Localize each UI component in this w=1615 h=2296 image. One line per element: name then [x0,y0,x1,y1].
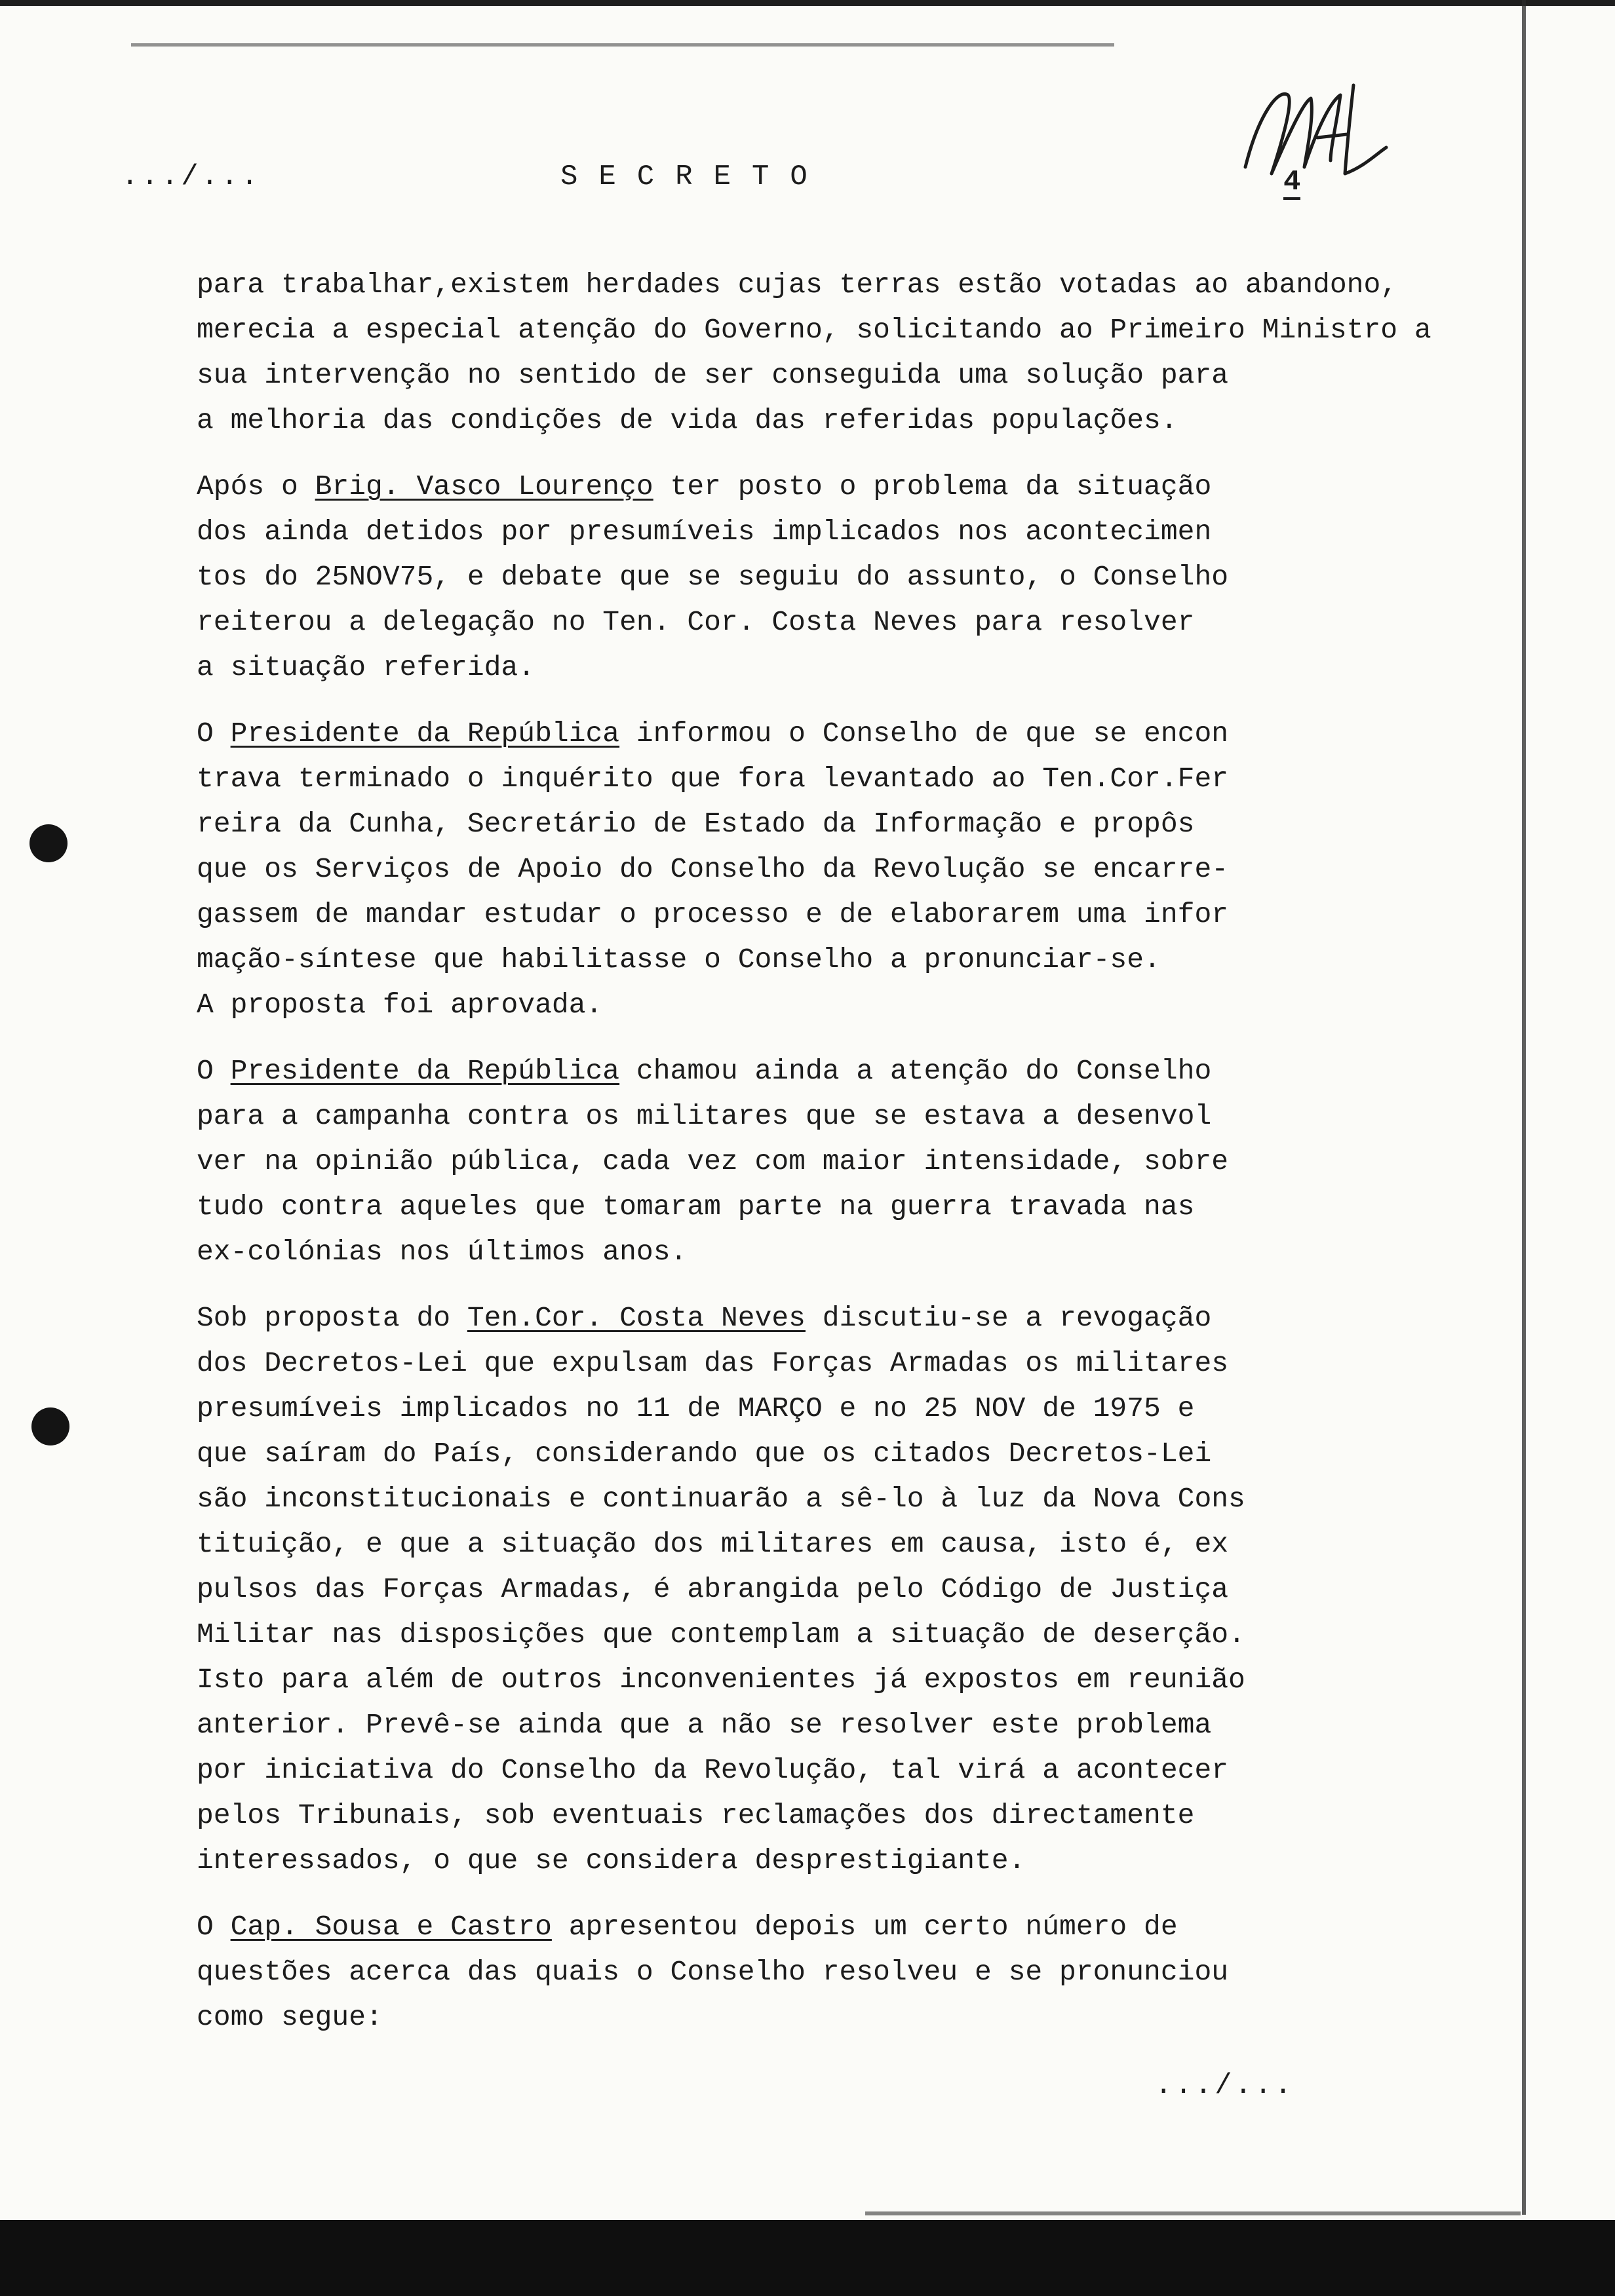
text-line: questões acerca das quais o Conselho resolveu e se pronunciou [197,1956,1229,1988]
text-line: trava terminado o inquérito que fora levantado ao Ten.Cor.Fer [197,763,1229,795]
text-line: interessados, o que se considera desprestigiante. [197,1845,1026,1877]
paragraph [197,1048,1363,1274]
text-line: pelos Tribunais, sob eventuais reclamações dos directamente [197,1799,1195,1831]
text-line: dos Decretos-Lei que expulsam das Forças Armadas os militares [197,1347,1229,1379]
text-line: sua intervenção no sentido de ser conseguida uma solução para [197,359,1229,391]
punch-hole [31,1407,69,1445]
line-text: O [197,1911,231,1943]
underlined-name: Cap. Sousa e Castro [230,1911,552,1943]
scan-bottom-edge [0,2220,1615,2296]
classification-heading: SECRETO [560,161,828,193]
text-line: ex-colónias nos últimos anos. [197,1236,688,1268]
text-line: reira da Cunha, Secretário de Estado da Informação e propôs [197,808,1195,840]
paragraph [197,262,1431,443]
text-line: pulsos das Forças Armadas, é abrangida pelo Código de Justiça [197,1573,1229,1605]
underlined-name: Brig. Vasco Lourenço [315,470,653,503]
text-line [197,1048,1363,1094]
text-line: a situação referida. [197,651,535,683]
paragraph [197,1904,1363,2040]
text-line: por iniciativa do Conselho da Revolução, tal virá a acontecer [197,1754,1229,1786]
text-line: anterior. Prevê-se ainda que a não se resolver este problema [197,1709,1212,1741]
text-line: A proposta foi aprovada. [197,989,603,1021]
underlined-name: Presidente da República [230,718,620,750]
text-line: reiterou a delegação no Ten. Cor. Costa Neves para resolver [197,606,1195,638]
text-line: a melhoria das condições de vida das referidas populações. [197,404,1178,436]
text-line: gassem de mandar estudar o processo e de elaborarem uma infor [197,898,1229,930]
text-line: tituição, e que a situação dos militares em causa, isto é, ex [197,1528,1229,1560]
line-text: O [197,1055,231,1087]
text-line: como segue: [197,2001,383,2033]
line-text: discutiu-se a revogação [805,1302,1212,1334]
scan-top-edge [0,0,1615,6]
paragraph [197,711,1363,1027]
text-line: presumíveis implicados no 11 de MARÇO e no 25 NOV de 1975 e [197,1392,1195,1425]
paragraph [197,1295,1363,1883]
scan-right-edge [1522,0,1526,2215]
scan-line [131,43,1114,47]
text-line: Militar nas disposições que contemplam a situação de deserção. [197,1618,1245,1651]
punch-hole [29,824,68,862]
page-number: 4 [1283,167,1300,200]
header-continuation-mark: .../... [121,161,261,193]
text-line: merecia a especial atenção do Governo, solicitando ao Primeiro Ministro a [197,314,1431,346]
scan-line [865,2211,1521,2215]
line-text: O [197,718,231,750]
underlined-name: Ten.Cor. Costa Neves [467,1302,806,1334]
document-body [197,262,1431,2061]
text-line: dos ainda detidos por presumíveis implicados nos acontecimen [197,516,1212,548]
text-line: Isto para além de outros inconvenientes já expostos em reunião [197,1664,1245,1696]
underlined-name: Presidente da República [230,1055,620,1087]
text-line: ver na opinião pública, cada vez com maior intensidade, sobre [197,1145,1229,1177]
footer-continuation-mark: .../... [1155,2069,1294,2102]
paragraph [197,464,1363,690]
text-line: para trabalhar,existem herdades cujas terras estão votadas ao abandono, [197,269,1398,301]
text-line: mação-síntese que habilitasse o Conselho a pronunciar-se. [197,944,1161,976]
text-line [197,464,1363,509]
text-line: tudo contra aqueles que tomaram parte na guerra travada nas [197,1191,1195,1223]
text-line [197,1295,1363,1341]
text-line: são inconstitucionais e continuarão a sê-lo à luz da Nova Cons [197,1483,1245,1515]
text-line: tos do 25NOV75, e debate que se seguiu do assunto, o Conselho [197,561,1229,593]
text-line: para a campanha contra os militares que se estava a desenvol [197,1100,1212,1132]
text-line [197,711,1363,756]
line-text: chamou ainda a atenção do Conselho [619,1055,1212,1087]
line-text: apresentou depois um certo número de [551,1911,1178,1943]
line-text: informou o Conselho de que se encon [619,718,1229,750]
line-text: Sob proposta do [197,1302,467,1334]
text-line: que saíram do País, considerando que os citados Decretos-Lei [197,1438,1212,1470]
text-line [197,1904,1363,1949]
text-line: que os Serviços de Apoio do Conselho da Revolução se encarre- [197,853,1229,885]
handwritten-initials [1232,75,1390,187]
line-text: Após o [197,470,315,503]
line-text: ter posto o problema da situação [653,470,1212,503]
